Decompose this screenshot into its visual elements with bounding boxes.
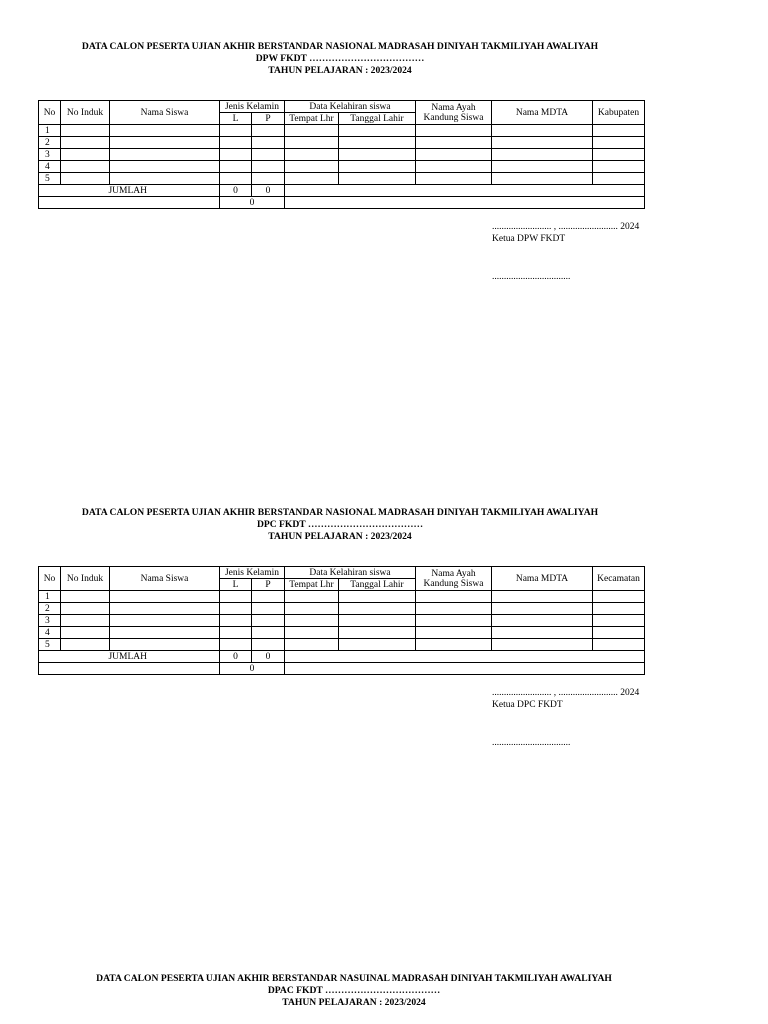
cell-p[interactable] xyxy=(252,173,285,185)
header-l: L xyxy=(220,113,252,125)
cell-tanggal-lahir[interactable] xyxy=(339,591,416,603)
jumlah-label: JUMLAH xyxy=(39,651,220,663)
cell-l[interactable] xyxy=(220,591,252,603)
signature-block xyxy=(492,687,639,749)
cell-l[interactable] xyxy=(220,627,252,639)
table-row xyxy=(39,137,645,149)
cell-p[interactable] xyxy=(252,603,285,615)
cell-tanggal-lahir[interactable] xyxy=(339,173,416,185)
cell-nama-siswa[interactable] xyxy=(110,161,220,173)
cell-no-induk[interactable] xyxy=(61,173,110,185)
cell-tanggal-lahir[interactable] xyxy=(339,161,416,173)
title-line-3: TAHUN PELAJARAN : 2023/2024 xyxy=(268,531,412,542)
jumlah-l: 0 xyxy=(220,185,252,197)
cell-tempat-lhr[interactable] xyxy=(285,615,339,627)
header-tanggal-lahir: Tanggal Lahir xyxy=(339,579,416,591)
header-nama-ayah-line2: Kandung Siswa xyxy=(423,112,484,123)
cell-nama-siswa[interactable] xyxy=(110,627,220,639)
header-nama-ayah-line1: Nama Ayah xyxy=(431,568,476,579)
header-nama-siswa: Nama Siswa xyxy=(110,567,220,591)
cell-no-induk[interactable] xyxy=(61,615,110,627)
cell-tanggal-lahir[interactable] xyxy=(339,137,416,149)
cell-nama-ayah[interactable] xyxy=(416,591,492,603)
cell-p[interactable] xyxy=(252,615,285,627)
cell-kabupaten[interactable] xyxy=(593,149,645,161)
table-row xyxy=(39,627,645,639)
total-spacer-right xyxy=(285,197,645,209)
cell-l[interactable] xyxy=(220,137,252,149)
cell-nama-ayah[interactable] xyxy=(416,137,492,149)
title-line-2: DPW FKDT ……………………………… xyxy=(255,53,425,64)
cell-nama-ayah[interactable] xyxy=(416,615,492,627)
header-no-induk: No Induk xyxy=(61,101,110,125)
cell-nama-mdta[interactable] xyxy=(492,125,593,137)
row-number: 5 xyxy=(39,173,61,185)
cell-no-induk[interactable] xyxy=(61,137,110,149)
cell-kabupaten[interactable] xyxy=(593,137,645,149)
row-number: 4 xyxy=(39,627,61,639)
cell-no-induk[interactable] xyxy=(61,627,110,639)
header-p: P xyxy=(252,113,285,125)
title-line-3: TAHUN PELAJARAN : 2023/2024 xyxy=(282,997,426,1008)
title-line-3: TAHUN PELAJARAN : 2023/2024 xyxy=(268,65,412,76)
cell-p[interactable] xyxy=(252,591,285,603)
cell-tempat-lhr[interactable] xyxy=(285,161,339,173)
table-row xyxy=(39,591,645,603)
cell-l[interactable] xyxy=(220,603,252,615)
header-data-kelahiran: Data Kelahiran siswa xyxy=(285,101,416,113)
cell-nama-siswa[interactable] xyxy=(110,603,220,615)
total-row xyxy=(39,663,645,675)
cell-kecamatan[interactable] xyxy=(593,615,645,627)
header-jenis-kelamin: Jenis Kelamin xyxy=(220,101,285,113)
row-number: 2 xyxy=(39,603,61,615)
signature-date: ......................... , ......................... 2024 xyxy=(492,688,640,698)
cell-no-induk[interactable] xyxy=(61,603,110,615)
table-row xyxy=(39,173,645,185)
cell-tanggal-lahir[interactable] xyxy=(339,149,416,161)
header-p: P xyxy=(252,579,285,591)
cell-p[interactable] xyxy=(252,125,285,137)
jumlah-row xyxy=(39,185,645,197)
jumlah-spacer xyxy=(285,651,645,663)
cell-nama-siswa[interactable] xyxy=(110,137,220,149)
header-nama-ayah-line1: Nama Ayah xyxy=(431,102,476,113)
document-title xyxy=(14,973,694,1009)
cell-tempat-lhr[interactable] xyxy=(285,173,339,185)
cell-nama-mdta[interactable] xyxy=(492,615,593,627)
cell-p[interactable] xyxy=(252,639,285,651)
cell-no-induk[interactable] xyxy=(61,125,110,137)
cell-nama-ayah[interactable] xyxy=(416,161,492,173)
jumlah-row xyxy=(39,651,645,663)
cell-l[interactable] xyxy=(220,615,252,627)
jumlah-p: 0 xyxy=(252,185,285,197)
cell-p[interactable] xyxy=(252,627,285,639)
cell-kecamatan[interactable] xyxy=(593,639,645,651)
cell-tempat-lhr[interactable] xyxy=(285,137,339,149)
cell-tempat-lhr[interactable] xyxy=(285,639,339,651)
cell-nama-mdta[interactable] xyxy=(492,137,593,149)
table-row xyxy=(39,615,645,627)
signature-name: ................................. xyxy=(492,272,571,282)
header-no-induk: No Induk xyxy=(61,567,110,591)
total-spacer-right xyxy=(285,663,645,675)
title-line-2: DPAC FKDT ……………………………… xyxy=(267,985,441,996)
cell-tempat-lhr[interactable] xyxy=(285,125,339,137)
cell-no-induk[interactable] xyxy=(61,639,110,651)
table-row xyxy=(39,639,645,651)
cell-tanggal-lahir[interactable] xyxy=(339,627,416,639)
cell-kecamatan[interactable] xyxy=(593,591,645,603)
header-nama-ayah-line2: Kandung Siswa xyxy=(423,578,484,589)
header-no: No xyxy=(39,101,61,125)
cell-p[interactable] xyxy=(252,161,285,173)
cell-l[interactable] xyxy=(220,639,252,651)
jumlah-l: 0 xyxy=(220,651,252,663)
cell-nama-mdta[interactable] xyxy=(492,161,593,173)
cell-no-induk[interactable] xyxy=(61,591,110,603)
header-data-kelahiran: Data Kelahiran siswa xyxy=(285,567,416,579)
header-tempat-lhr: Tempat Lhr xyxy=(285,113,339,125)
signature-role: Ketua DPW FKDT xyxy=(492,234,566,244)
title-line-1: DATA CALON PESERTA UJIAN AKHIR BERSTANDAR NASUINAL MADRASAH DINIYAH TAKMILIYAH AWALIYAH xyxy=(96,973,612,984)
header-kabupaten: Kabupaten xyxy=(593,101,645,125)
row-number: 3 xyxy=(39,615,61,627)
cell-nama-siswa[interactable] xyxy=(110,149,220,161)
cell-nama-ayah[interactable] xyxy=(416,125,492,137)
cell-l[interactable] xyxy=(220,173,252,185)
cell-nama-ayah[interactable] xyxy=(416,627,492,639)
header-tanggal-lahir: Tanggal Lahir xyxy=(339,113,416,125)
cell-no-induk[interactable] xyxy=(61,161,110,173)
cell-nama-siswa[interactable] xyxy=(110,173,220,185)
row-number: 4 xyxy=(39,161,61,173)
cell-nama-mdta[interactable] xyxy=(492,603,593,615)
signature-block xyxy=(492,221,639,283)
cell-nama-ayah[interactable] xyxy=(416,149,492,161)
header-tempat-lhr: Tempat Lhr xyxy=(285,579,339,591)
header-kecamatan: Kecamatan xyxy=(593,567,645,591)
header-nama-siswa: Nama Siswa xyxy=(110,101,220,125)
cell-nama-mdta[interactable] xyxy=(492,173,593,185)
cell-tempat-lhr[interactable] xyxy=(285,603,339,615)
table-row xyxy=(39,125,645,137)
row-number: 3 xyxy=(39,149,61,161)
cell-tanggal-lahir[interactable] xyxy=(339,603,416,615)
cell-nama-mdta[interactable] xyxy=(492,149,593,161)
cell-nama-siswa[interactable] xyxy=(110,639,220,651)
cell-l[interactable] xyxy=(220,149,252,161)
row-number: 1 xyxy=(39,125,61,137)
header-no: No xyxy=(39,567,61,591)
header-jenis-kelamin: Jenis Kelamin xyxy=(220,567,285,579)
cell-kabupaten[interactable] xyxy=(593,161,645,173)
total-value: 0 xyxy=(220,197,285,209)
jumlah-label: JUMLAH xyxy=(39,185,220,197)
cell-nama-mdta[interactable] xyxy=(492,591,593,603)
jumlah-spacer xyxy=(285,185,645,197)
row-number: 2 xyxy=(39,137,61,149)
header-l: L xyxy=(220,579,252,591)
cell-l[interactable] xyxy=(220,161,252,173)
total-row xyxy=(39,197,645,209)
cell-kecamatan[interactable] xyxy=(593,603,645,615)
document-title xyxy=(0,507,680,543)
cell-tempat-lhr[interactable] xyxy=(285,149,339,161)
signature-name: ................................. xyxy=(492,738,571,748)
header-nama-mdta: Nama MDTA xyxy=(492,101,593,125)
cell-nama-siswa[interactable] xyxy=(110,591,220,603)
student-table xyxy=(38,566,645,675)
table-row xyxy=(39,149,645,161)
student-table xyxy=(38,100,645,209)
cell-tanggal-lahir[interactable] xyxy=(339,125,416,137)
cell-nama-mdta[interactable] xyxy=(492,627,593,639)
header-nama-ayah xyxy=(416,101,492,125)
cell-nama-ayah[interactable] xyxy=(416,603,492,615)
table-row xyxy=(39,161,645,173)
total-spacer xyxy=(39,663,220,675)
signature-role: Ketua DPC FKDT xyxy=(492,700,563,710)
cell-kabupaten[interactable] xyxy=(593,173,645,185)
jumlah-p: 0 xyxy=(252,651,285,663)
cell-tanggal-lahir[interactable] xyxy=(339,615,416,627)
total-value: 0 xyxy=(220,663,285,675)
cell-p[interactable] xyxy=(252,137,285,149)
cell-nama-siswa[interactable] xyxy=(110,125,220,137)
signature-date: ......................... , ......................... 2024 xyxy=(492,222,640,232)
document-title xyxy=(0,41,680,77)
cell-no-induk[interactable] xyxy=(61,149,110,161)
table-row xyxy=(39,603,645,615)
cell-tempat-lhr[interactable] xyxy=(285,627,339,639)
title-line-2: DPC FKDT ……………………………… xyxy=(256,519,424,530)
header-nama-ayah xyxy=(416,567,492,591)
cell-kabupaten[interactable] xyxy=(593,125,645,137)
cell-l[interactable] xyxy=(220,125,252,137)
cell-nama-ayah[interactable] xyxy=(416,173,492,185)
header-nama-mdta: Nama MDTA xyxy=(492,567,593,591)
cell-nama-mdta[interactable] xyxy=(492,639,593,651)
cell-tempat-lhr[interactable] xyxy=(285,591,339,603)
cell-tanggal-lahir[interactable] xyxy=(339,639,416,651)
cell-nama-ayah[interactable] xyxy=(416,639,492,651)
row-number: 1 xyxy=(39,591,61,603)
row-number: 5 xyxy=(39,639,61,651)
cell-nama-siswa[interactable] xyxy=(110,615,220,627)
title-line-1: DATA CALON PESERTA UJIAN AKHIR BERSTANDAR NASIONAL MADRASAH DINIYAH TAKMILIYAH AWALIYAH xyxy=(81,41,599,52)
title-line-1: DATA CALON PESERTA UJIAN AKHIR BERSTANDAR NASIONAL MADRASAH DINIYAH TAKMILIYAH AWALIYAH xyxy=(81,507,599,518)
cell-p[interactable] xyxy=(252,149,285,161)
total-spacer xyxy=(39,197,220,209)
cell-kecamatan[interactable] xyxy=(593,627,645,639)
